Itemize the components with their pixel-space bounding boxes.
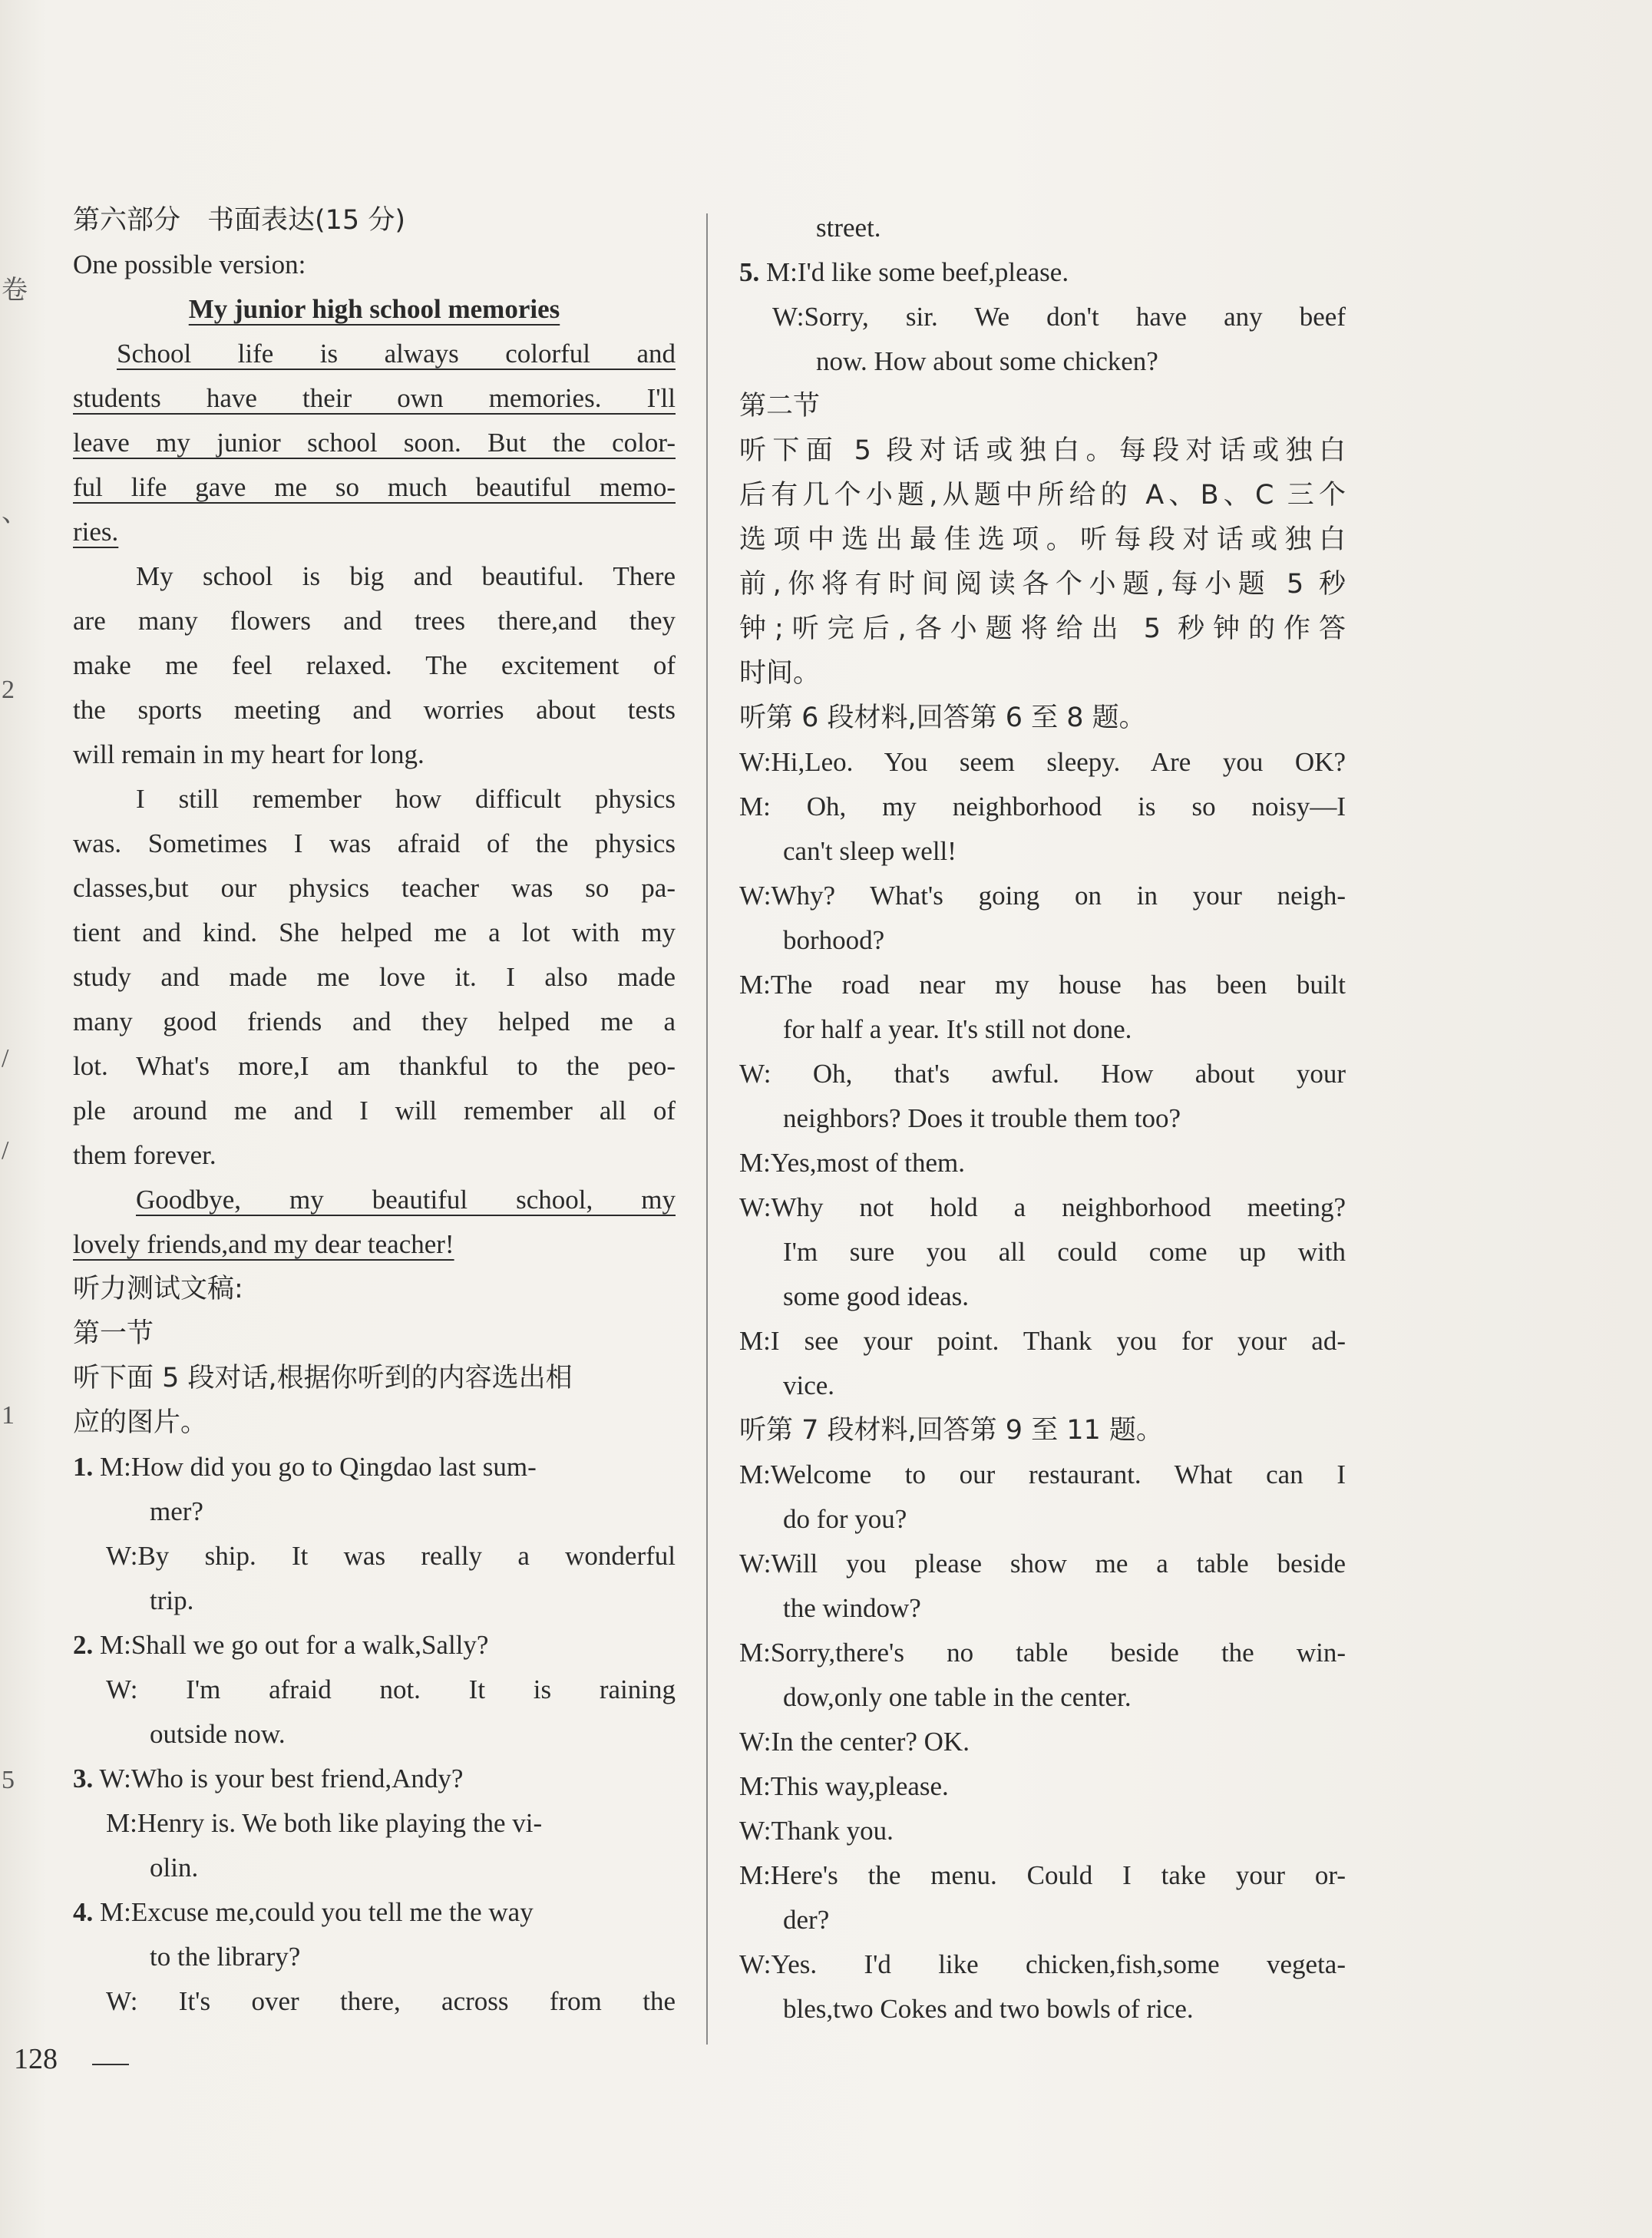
material-heading: 听第 7 段材料,回答第 9 至 11 题。 [739,1415,1163,1446]
footer-dash [92,2064,129,2065]
dialogue-text: M:Shall we go out for a walk,Sally? [100,1630,489,1660]
item-number: 2. [73,1630,94,1660]
essay-line: make me feel relaxed. The excitement of [73,650,676,680]
dialogue-line: M:Welcome to our restaurant. What can I [739,1459,1346,1489]
dialogue-line: W:Sorry, sir. We don't have any beef [772,302,1346,332]
right-column [739,206,1346,2031]
dialogue-line [73,1623,676,1668]
essay-line: My school is big and beautiful. There [136,561,676,591]
dialogue-line: dow,only one table in the center. [783,1682,1132,1712]
dialogue-line: W: I'm afraid not. It is raining [106,1674,676,1704]
dialogue-line: W: Oh, that's awful. How about your [739,1059,1346,1089]
margin-mark: 2 [2,676,15,704]
dialogue-line: M:Henry is. We both like playing the vi- [106,1808,543,1838]
part2-instruction: 时间。 [739,658,821,689]
dialogue-line: W:Yes. I'd like chicken,fish,some vegeta- [739,1949,1346,1979]
part2-instruction: 前,你将有时间阅读各个小题,每小题 5 秒 [739,569,1346,600]
dialogue-line [73,1445,676,1489]
part2-instruction: 选项中选出最佳选项。听每段对话或独白 [739,524,1346,555]
dialogue-line: bles,two Cokes and two bowls of rice. [783,1994,1194,2024]
section-heading: 第六部分 书面表达(15 分) [73,205,405,236]
essay-line: Goodbye, my beautiful school, my [136,1185,676,1215]
dialogue-line: olin. [150,1853,199,1883]
essay-line: ple around me and I will remember all of [73,1096,676,1126]
dialogue-text: M:Excuse me,could you tell me the way [100,1897,534,1927]
dialogue-line: M: Oh, my neighborhood is so noisy—I [739,792,1346,821]
essay-line: many good friends and they helped me a [73,1007,676,1036]
essay-line: lovely friends,and my dear teacher! [73,1229,454,1259]
part1-heading: 第一节 [73,1318,154,1349]
dialogue-text: W:Who is your best friend,Andy? [99,1764,464,1793]
dialogue-line: W: It's over there, across from the [106,1986,676,2016]
essay-line: School life is always colorful and [117,339,676,369]
dialogue-line: do for you? [783,1504,907,1534]
dialogue-line: W:Why not hold a neighborhood meeting? [739,1192,1346,1222]
dialogue-line: outside now. [150,1719,286,1749]
version-label: One possible version: [73,250,306,279]
essay-line: ful life gave me so much beautiful memo- [73,472,676,502]
dialogue-line: trip. [150,1585,194,1615]
dialogue-line [739,250,1346,295]
part2-instruction: 后有几个小题,从题中所给的 A、B、C 三个 [739,480,1346,511]
essay-line: lot. What's more,I am thankful to the peo- [73,1051,676,1081]
dialogue-line: now. How about some chicken? [816,346,1158,376]
dialogue-line: M:Yes,most of them. [739,1148,965,1178]
dialogue-line: W:Thank you. [739,1816,894,1846]
essay-line: leave my junior school soon. But the color- [73,428,676,458]
left-column [73,198,676,2024]
essay-line: students have their own memories. I'll [73,383,676,413]
dialogue-line: M:Here's the menu. Could I take your or- [739,1860,1346,1890]
binding-margin [0,0,31,2238]
item-number: 5. [739,257,760,287]
dialogue-line: W:Will you please show me a table beside [739,1549,1346,1579]
item-number: 1. [73,1452,94,1482]
dialogue-line: borhood? [783,925,885,955]
dialogue-line [73,1890,676,1935]
dialogue-line: can't sleep well! [783,836,957,866]
essay-line: ries. [73,517,119,547]
essay-line: them forever. [73,1140,216,1170]
dialogue-line: M:I see your point. Thank you for your ad- [739,1326,1346,1356]
margin-mark: / [2,1136,9,1165]
essay-line-last [73,1222,676,1267]
margin-mark: 5 [2,1766,15,1794]
essay-line: will remain in my heart for long. [73,739,425,769]
part2-instruction: 钟;听完后,各小题将给出 5 秒钟的作答 [739,613,1346,644]
part1-instruction: 应的图片。 [73,1407,208,1438]
item-number: 4. [73,1897,94,1927]
dialogue-text: M:I'd like some beef,please. [766,257,1069,287]
dialogue-line: some good ideas. [783,1281,970,1311]
margin-mark: 1 [2,1401,15,1430]
dialogue-line: der? [783,1905,830,1935]
part2-instruction: 听下面 5 段对话或独白。每段对话或独白 [739,435,1346,466]
item-number: 3. [73,1764,94,1793]
margin-mark: 、 [2,499,28,527]
essay-line: classes,but our physics teacher was so pa- [73,873,676,903]
dialogue-line: for half a year. It's still not done. [783,1014,1132,1044]
dialogue-line: M:This way,please. [739,1771,949,1801]
dialogue-line: I'm sure you all could come up with [783,1237,1346,1267]
essay-title-text: My junior high school memories [188,294,560,324]
dialogue-text: M:How did you go to Qingdao last sum- [100,1452,537,1482]
dialogue-line: M:Sorry,there's no table beside the win- [739,1638,1346,1668]
column-divider [706,213,708,2045]
dialogue-line: M:The road near my house has been built [739,970,1346,1000]
dialogue-line: W:By ship. It was really a wonderful [106,1541,676,1571]
dialogue-line: W:Why? What's going on in your neigh- [739,881,1346,911]
part2-heading: 第二节 [739,391,821,421]
dialogue-line: mer? [150,1496,203,1526]
dialogue-line: to the library? [150,1942,301,1972]
dialogue-line [73,1757,676,1801]
dialogue-line: the window? [783,1593,921,1623]
dialogue-line: street. [816,213,881,243]
essay-line: tient and kind. She helped me a lot with my [73,917,676,947]
margin-mark: 卷 [2,276,28,305]
essay-line: the sports meeting and worries about tests [73,695,676,725]
essay-line: was. Sometimes I was afraid of the physics [73,828,676,858]
dialogue-line: neighbors? Does it trouble them too? [783,1103,1181,1133]
part1-instruction: 听下面 5 段对话,根据你听到的内容选出相 [73,1363,573,1393]
dialogue-line: W:Hi,Leo. You seem sleepy. Are you OK? [739,747,1346,777]
essay-title [73,287,676,332]
essay-line: I still remember how difficult physics [136,784,676,814]
dialogue-line: vice. [783,1370,835,1400]
essay-line: are many flowers and trees there,and they [73,606,676,636]
script-heading: 听力测试文稿: [73,1274,243,1304]
material-heading: 听第 6 段材料,回答第 6 至 8 题。 [739,702,1146,733]
margin-mark: / [2,1044,9,1073]
page-number: 128 [14,2043,58,2075]
essay-line: study and made me love it. I also made [73,962,676,992]
dialogue-line: W:In the center? OK. [739,1727,970,1757]
